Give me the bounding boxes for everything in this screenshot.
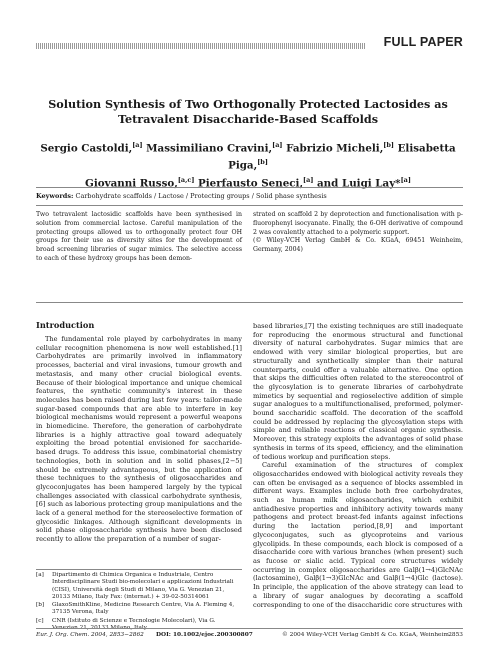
page-footer bbox=[36, 630, 463, 640]
author-name: Massimiliano Cravini, bbox=[142, 142, 273, 155]
footnote-mark: [a] bbox=[36, 572, 44, 578]
affiliation-mark: [a] bbox=[303, 175, 314, 184]
author-name: Fabrizio Micheli, bbox=[282, 142, 384, 155]
affiliation-mark: [a] bbox=[272, 141, 283, 149]
footnote-mark: [b] bbox=[36, 602, 45, 609]
affiliation-mark: [a,c] bbox=[177, 175, 195, 184]
abstract-copyright: (© Wiley-VCH Verlag GmbH & Co. KGaA, 69451 Weinheim, Germany, 2004) bbox=[253, 237, 463, 254]
introduction-heading: Introduction bbox=[36, 320, 95, 330]
footnote bbox=[36, 602, 242, 617]
abstract-left: Two tetravalent lactosidic scaffolds have been synthesised in solution from commercial lactose. Careful manipulation of the protecting groups allowed us to orthogonally protect four OH groups for their use as diversity sites for the development of broad screening libraries of sugar mimics. The selective access to each of these hydroxy groups has been demon- bbox=[36, 211, 242, 262]
footer-copyright: © 2004 Wiley-VCH Verlag GmbH & Co. KGaA, Weinheim bbox=[282, 632, 449, 638]
body-left-column bbox=[36, 335, 242, 544]
footnote-text: CNR (Istituto di Scienze e Tecnologie Molecolari), Via G. Venezian 21, 20133 Milano, Italy bbox=[52, 617, 216, 632]
abstract-bottom-rule bbox=[36, 302, 463, 303]
abstract-right-text: strated on scaffold 2 by deprotection and functionalisation with p-fluorophenyl isocyanate. Finally, the 6-OH derivative of compound 2 was covalently attached to a polymeric support. bbox=[253, 211, 463, 236]
footnote-rule bbox=[36, 569, 242, 570]
abstract-right bbox=[253, 211, 463, 255]
keywords-top-rule bbox=[36, 187, 463, 188]
body-paragraph: Careful examination of the structures of complex oligosaccharides endowed with biological activity reveals they can often be envisaged as a sequence of blocks assembled in different ways. Examples include both free carbohydrates, such as human milk oligosaccharides, which exhibit antiadhesive properties and inhibitory activity towards many pathogens and protect breast-fed infants against infections during the lactation period,[8,9] and important glycoconjugates, such as glycoproteins and various glycolipids. In these compounds, each block is composed of a disaccharide core with various branches (when present) such as fucose or sialic acid. Typical core structures widely occurring in complex oligosaccharides are Galβ(1→4)GlcNAc (lactosamine), Galβ(1→3)GlcNAc and Galβ(1→4)Glc (lactose). In principle, the application of the above strategy can lead to a library of sugar analogues by decorating a scaffold corresponding to one of the disaccharidic core structures with bbox=[253, 461, 463, 609]
author-name: and Luigi Lay* bbox=[313, 177, 401, 190]
affiliation-mark: [b] bbox=[383, 141, 394, 149]
footnote bbox=[36, 572, 242, 601]
footnote-mark: [c] bbox=[36, 617, 44, 624]
keywords-label: Keywords: bbox=[36, 192, 74, 200]
affiliation-mark: [a] bbox=[132, 141, 143, 149]
author-list bbox=[40, 138, 456, 190]
journal-citation: Eur. J. Org. Chem. 2004, 2853−2862 bbox=[36, 632, 144, 638]
page-number: 2853 bbox=[448, 632, 463, 638]
paper-title: Solution Synthesis of Two Orthogonally Protected Lactosides as Tetravalent Disaccharide-Based Scaffolds bbox=[48, 97, 448, 126]
body-right-column bbox=[253, 322, 463, 609]
keywords-bottom-rule bbox=[36, 205, 463, 206]
affiliation-footnotes bbox=[36, 572, 242, 633]
doi: DOI: 10.1002/ejoc.200300807 bbox=[156, 632, 253, 638]
footer-rule bbox=[36, 628, 463, 629]
footnote-text: Dipartimento di Chimica Organica e Industriale, Centro Interdisciplinare Studi bio-molecolari e applicazioni Industriali (CISI), Università degli Studi di Milano, Via G. Venezian 21, 20133 Milano, Italy Fax: (internat.) + 39-02-50314061 bbox=[52, 572, 234, 600]
body-paragraph: The fundamental role played by carbohydrates in many cellular recognition phenomena is now well established.[1] Carbohydrates are primarily involved in inflammatory processes, bacterial and viral invasions, tumour growth and metastasis, and many other crucial biological events. Because of their biological importance and unique chemical features, the synthetic community's interest in these molecules has been raised during last few years: tailor-made sugar-based compounds that are able to interfere in key biological mechanisms would represent a powerful weapons in biomedicine. Therefore, the generation of carbohydrate libraries is a highly attractive goal toward adequately exploiting the broad potential envisioned for saccharide-based drugs. To address this issue, combinatorial chemistry technologies, both in solution and in solid phases,[2−5] should be extremely advantageous, but the application of these techniques to the synthesis of oligosaccharides and glycoconjugates has been hampered largely by the typical challenges associated with classical carbohydrate synthesis,[6] such as laborious protecting group manipulations and the lack of a general method for the stereoselective formation of glycosidic linkages. Although significant developments in solid phase oligosaccharide synthesis have been disclosed recently to allow the preparation of a number of sugar- bbox=[36, 335, 242, 544]
author-name: Giovanni Russo, bbox=[85, 177, 178, 190]
author-name: Pierfausto Seneci, bbox=[194, 177, 304, 190]
section-label: FULL PAPER bbox=[383, 35, 463, 49]
affiliation-mark: [a] bbox=[400, 175, 411, 184]
author-name: Elisabetta Piga, bbox=[228, 142, 456, 172]
footnote-text: GlaxoSmithKline, Medicine Research Centre, Via A. Fleming 4, 37135 Verona, Italy bbox=[52, 602, 235, 616]
running-header bbox=[36, 36, 463, 50]
keywords-text: Carbohydrate scaffolds / Lactose / Protecting groups / Solid phase synthesis bbox=[75, 192, 327, 200]
header-rule bbox=[36, 43, 365, 49]
author-line-1 bbox=[40, 138, 456, 173]
affiliation-mark: [b] bbox=[257, 158, 268, 167]
author-name: Sergio Castoldi, bbox=[40, 142, 133, 155]
body-paragraph: based libraries,[7] the existing techniques are still inadequate for reproducing the enormous structural and functional diversity of natural carbohydrates. Sugar mimics that are endowed with very similar biological properties, but are structurally and synthetically simpler than their natural counterparts, could offer a valuable alternative. One option that skips the difficulties often related to the stereocontrol of the glycosylation is to generate libraries of carbohydrate mimetics by sequential and regioselective addition of simple sugar analogues to a multifunctionalised, preformed, polymer-bound saccharidic scaffold. The decoration of the scaffold could be addressed by replacing the glycosylation steps with simple and reliable reactions of classical organic synthesis. Moreover, this strategy exploits the advantages of solid phase synthesis in terms of its speed, efficiency, and the elimination of tedious workup and purification steps. bbox=[253, 322, 463, 461]
keywords bbox=[36, 192, 463, 201]
